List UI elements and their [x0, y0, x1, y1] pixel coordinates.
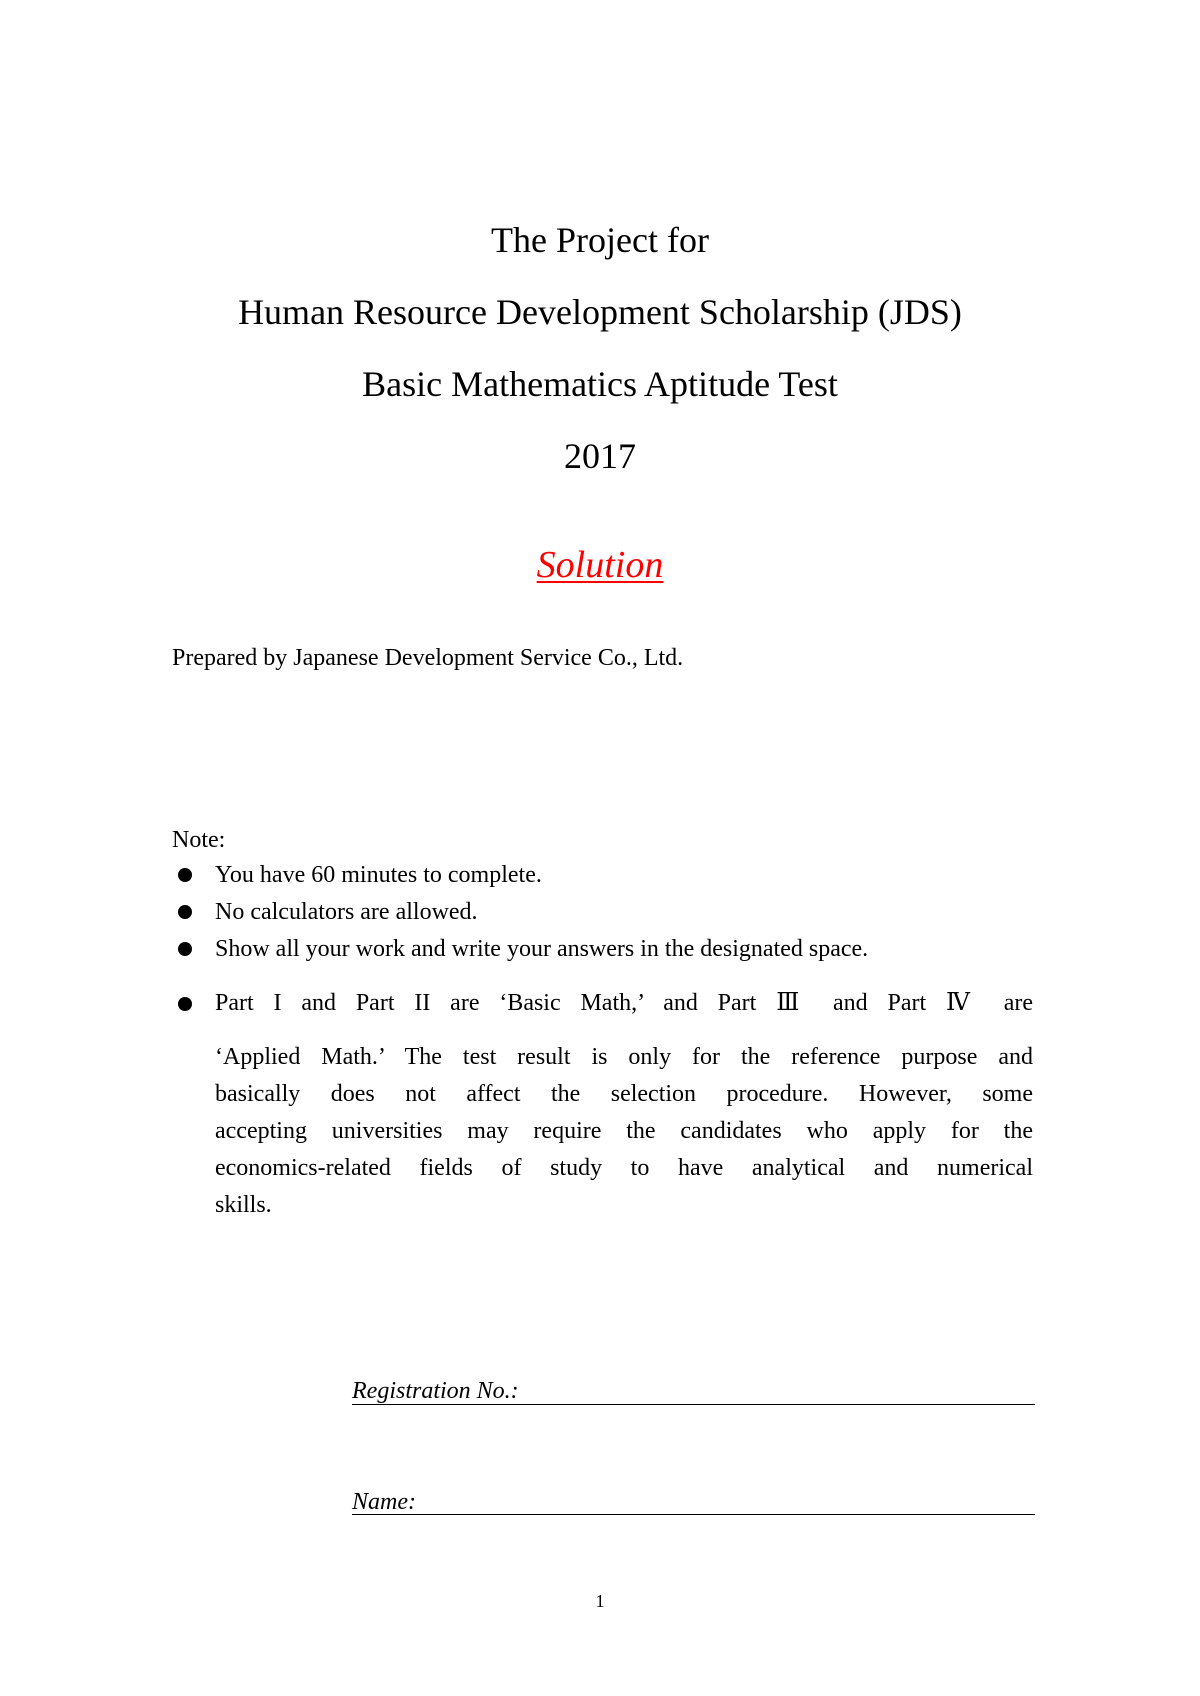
- note-paragraph-line: skills.: [215, 1192, 272, 1218]
- registration-label: Registration No.:: [352, 1378, 519, 1404]
- title-line-project: The Project for: [491, 220, 709, 260]
- note-paragraph-line: accepting universities may require the candidates who apply for the: [215, 1118, 1033, 1144]
- note-paragraph-line: basically does not affect the selection procedure. However, some: [215, 1081, 1033, 1107]
- bullet-dot-icon: [178, 868, 192, 882]
- page-number: 1: [595, 1591, 605, 1611]
- name-label: Name:: [352, 1489, 416, 1515]
- name-input-line[interactable]: [352, 1514, 1035, 1515]
- title-line-year: 2017: [564, 436, 636, 476]
- note-paragraph-line: ‘Applied Math.’ The test result is only for the reference purpose and: [215, 1044, 1033, 1070]
- solution-heading: Solution: [536, 544, 664, 586]
- note-paragraph-line: economics-related fields of study to have analytical and numerical: [215, 1155, 1033, 1181]
- title-line-scholarship: Human Resource Development Scholarship (JDS): [238, 292, 962, 332]
- title-line-test-name: Basic Mathematics Aptitude Test: [362, 364, 838, 404]
- prepared-by-text: Prepared by Japanese Development Service Co., Ltd.: [172, 645, 684, 671]
- note-item-time-limit: You have 60 minutes to complete.: [215, 862, 542, 888]
- registration-input-line[interactable]: [352, 1404, 1035, 1405]
- bullet-dot-icon: [178, 905, 192, 919]
- note-item-calculators: No calculators are allowed.: [215, 899, 478, 925]
- note-label: Note:: [172, 827, 226, 853]
- bullet-dot-icon: [178, 942, 192, 956]
- bullet-dot-icon: [178, 997, 192, 1011]
- note-item-show-work: Show all your work and write your answers in the designated space.: [215, 936, 869, 962]
- note-item-parts: Part I and Part II are ‘Basic Math,’ and Part Ⅲ and Part Ⅳ are: [215, 990, 1033, 1016]
